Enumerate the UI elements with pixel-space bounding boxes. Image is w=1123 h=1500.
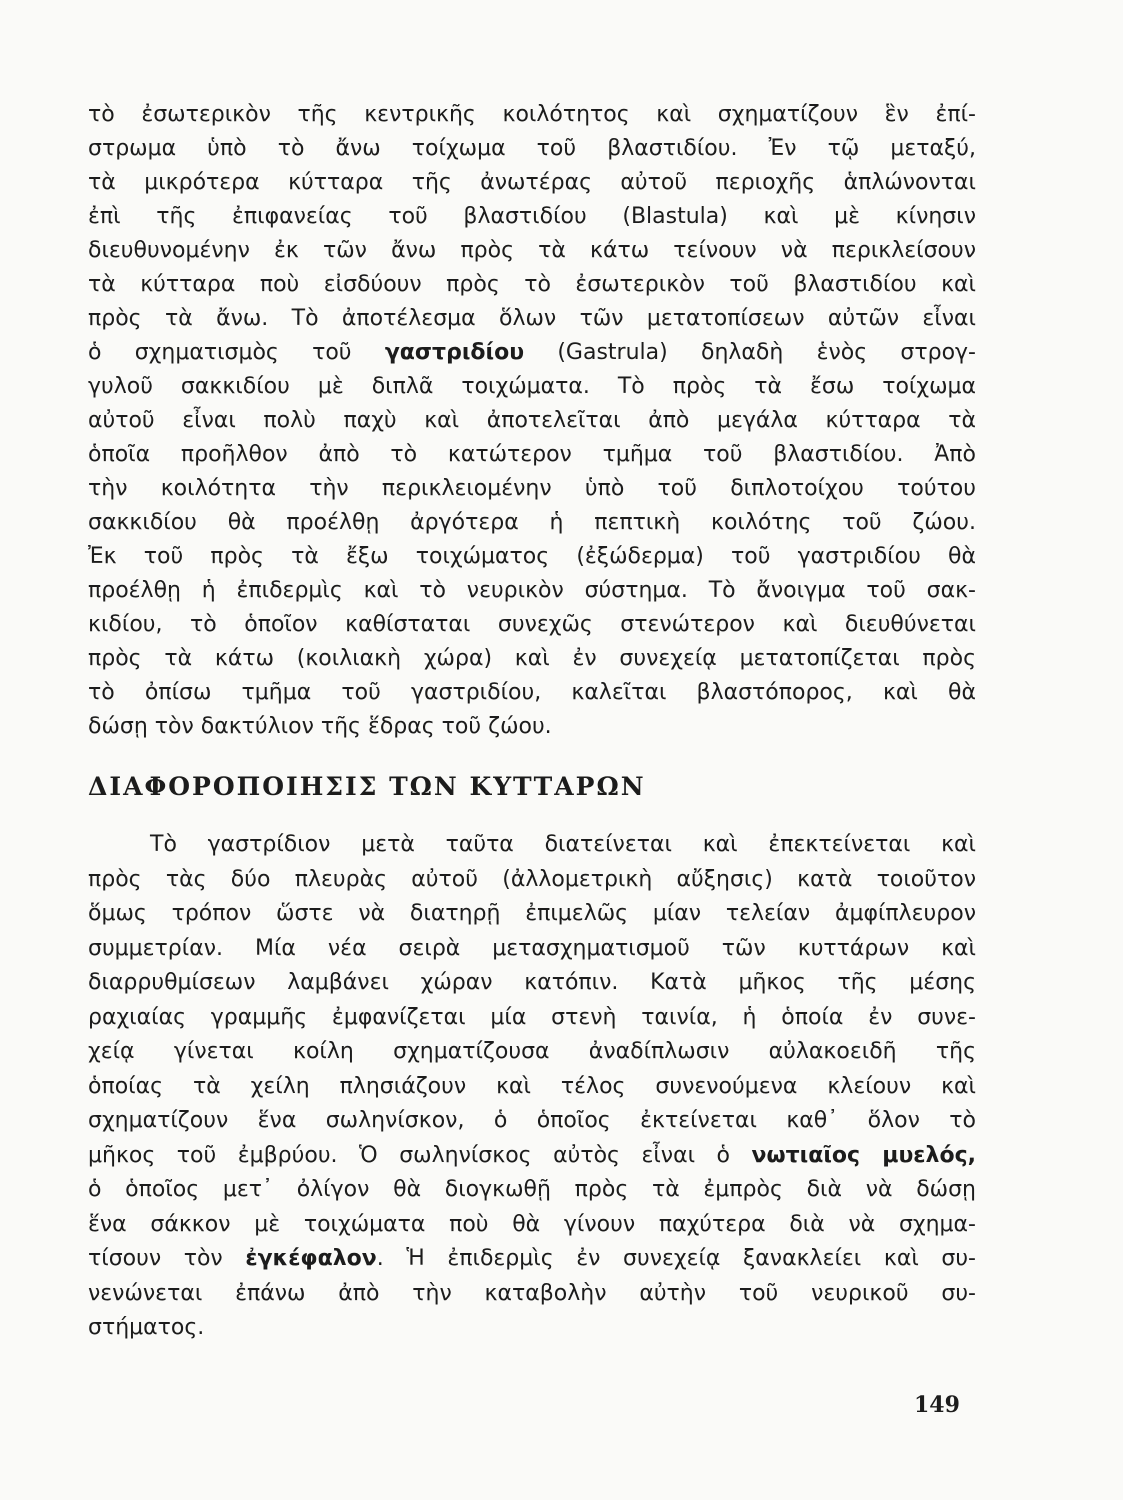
- section-heading: ΔΙΑΦΟΡΟΠΟΙΗΣΙΣ ΤΩΝ ΚΥΤΤΑΡΩΝ: [88, 772, 646, 801]
- text-line: στρωμα ὑπὸ τὸ ἄνω τοίχωμα τοῦ βλαστιδίου. Ἐν τῷ μεταξύ,: [88, 136, 976, 161]
- text-segment: (Gastrula) δηλαδὴ ἑνὸς στρογ-: [524, 340, 976, 365]
- text-line: ὅμως τρόπον ὥστε νὰ διατηρῇ ἐπιμελῶς μίαν τελείαν ἀμφίπλευρον: [88, 901, 976, 926]
- text-line: [88, 1139, 976, 1174]
- text-line: ὁποίας τὰ χείλη πλησιάζουν καὶ τέλος συνενούμενα κλείουν καὶ: [88, 1073, 976, 1099]
- text-line: Τὸ γαστρίδιον μετὰ ταῦτα διατείνεται καὶ ἐπεκτείνεται καὶ: [150, 832, 976, 857]
- text-line: πρὸς τὰ ἄνω. Τὸ ἀποτέλεσμα ὅλων τῶν μετατοπίσεων αὐτῶν εἶναι: [88, 306, 976, 331]
- text-segment: ὁ σχηματισμὸς τοῦ: [88, 340, 385, 365]
- text-line: στήματος.: [88, 1315, 205, 1340]
- text-line: αὐτοῦ εἶναι πολὺ παχὺ καὶ ἀποτελεῖται ἀπὸ μεγάλα κύτταρα τὰ: [88, 408, 976, 433]
- text-line: ραχιαίας γραμμῆς ἐμφανίζεται μία στενὴ ταινία, ἡ ὁποία ἐν συνε-: [88, 1004, 976, 1030]
- text-line: τὰ μικρότερα κύτταρα τῆς ἀνωτέρας αὐτοῦ περιοχῆς ἁπλώνονται: [88, 170, 976, 195]
- text-line: νενώνεται ἐπάνω ἀπὸ τὴν καταβολὴν αὐτὴν τοῦ νευρικοῦ συ-: [88, 1280, 976, 1306]
- text-line: διευθυνομένην ἐκ τῶν ἄνω πρὸς τὰ κάτω τείνουν νὰ περικλείσουν: [88, 238, 976, 263]
- bold-term: ἐγκέφαλον: [245, 1246, 377, 1271]
- text-line: διαρρυθμίσεων λαμβάνει χώραν κατόπιν. Κατὰ μῆκος τῆς μέσης: [88, 970, 976, 995]
- bold-term: γαστριδίου: [384, 340, 525, 365]
- text-line: χείᾳ γίνεται κοίλη σχηματίζουσα ἀναδίπλωσιν αὐλακοειδῆ τῆς: [88, 1039, 976, 1064]
- text-line: [88, 1242, 976, 1277]
- text-segment: . Ἡ ἐπιδερμὶς ἐν συνεχείᾳ ξανακλείει καὶ συ-: [376, 1246, 976, 1271]
- text-line: δώσῃ τὸν δακτύλιον τῆς ἕδρας τοῦ ζώου.: [88, 714, 552, 739]
- text-line: τὸ ἐσωτερικὸν τῆς κεντρικῆς κοιλότητος καὶ σχηματίζουν ἓν ἐπί-: [88, 102, 976, 127]
- text-line: σχηματίζουν ἕνα σωληνίσκον, ὁ ὁποῖος ἐκτείνεται καθ᾽ ὅλον τὸ: [88, 1108, 976, 1133]
- text-line: Ἐκ τοῦ πρὸς τὰ ἔξω τοιχώματος (ἐξώδερμα) τοῦ γαστριδίου θὰ: [88, 544, 976, 569]
- bold-term: νωτιαῖος μυελός,: [751, 1142, 976, 1168]
- text-segment: μῆκος τοῦ ἐμβρύου. Ὁ σωληνίσκος αὐτὸς εἶναι ὁ: [88, 1142, 752, 1168]
- text-line: γυλοῦ σακκιδίου μὲ διπλᾶ τοιχώματα. Τὸ πρὸς τὰ ἔσω τοίχωμα: [88, 374, 976, 399]
- text-line: τὰ κύτταρα ποὺ εἰσδύουν πρὸς τὸ ἐσωτερικὸν τοῦ βλαστιδίου καὶ: [88, 272, 976, 297]
- text-line: κιδίου, τὸ ὁποῖον καθίσταται συνεχῶς στενώτερον καὶ διευθύνεται: [88, 612, 976, 637]
- paragraph-1: [88, 98, 976, 744]
- text-line: [88, 336, 976, 370]
- text-line: ἕνα σάκκον μὲ τοιχώματα ποὺ θὰ γίνουν παχύτερα διὰ νὰ σχημα-: [88, 1211, 976, 1237]
- text-line: ὁ ὁποῖος μετ᾽ ὀλίγον θὰ διογκωθῇ πρὸς τὰ ἐμπρὸς διὰ νὰ δώσῃ: [88, 1177, 976, 1202]
- text-line: τὴν κοιλότητα τὴν περικλειομένην ὑπὸ τοῦ διπλοτοίχου τούτου: [88, 476, 976, 501]
- page-number: 149: [914, 1392, 960, 1418]
- text-line: πρὸς τὰ κάτω (κοιλιακὴ χώρα) καὶ ἐν συνεχείᾳ μετατοπίζεται πρὸς: [88, 646, 976, 671]
- text-line: σακκιδίου θὰ προέλθῃ ἀργότερα ἡ πεπτικὴ κοιλότης τοῦ ζώου.: [88, 510, 976, 535]
- text-line: ἐπὶ τῆς ἐπιφανείας τοῦ βλαστιδίου (Blastula) καὶ μὲ κίνησιν: [88, 204, 976, 229]
- text-line: συμμετρίαν. Μία νέα σειρὰ μετασχηματισμοῦ τῶν κυττάρων καὶ: [88, 935, 976, 961]
- text-line: τὸ ὀπίσω τμῆμα τοῦ γαστριδίου, καλεῖται βλαστόπορος, καὶ θὰ: [88, 680, 976, 705]
- text-line: πρὸς τὰς δύο πλευρὰς αὐτοῦ (ἀλλομετρικὴ αὔξησις) κατὰ τοιοῦτον: [88, 866, 976, 892]
- text-line: ὁποῖα προῆλθον ἀπὸ τὸ κατώτερον τμῆμα τοῦ βλαστιδίου. Ἀπὸ: [88, 442, 976, 467]
- paragraph-2: [88, 828, 976, 1346]
- text-line: προέλθῃ ἡ ἐπιδερμὶς καὶ τὸ νευρικὸν σύστημα. Τὸ ἄνοιγμα τοῦ σακ-: [88, 578, 976, 603]
- text-segment: τίσουν τὸν: [88, 1246, 246, 1271]
